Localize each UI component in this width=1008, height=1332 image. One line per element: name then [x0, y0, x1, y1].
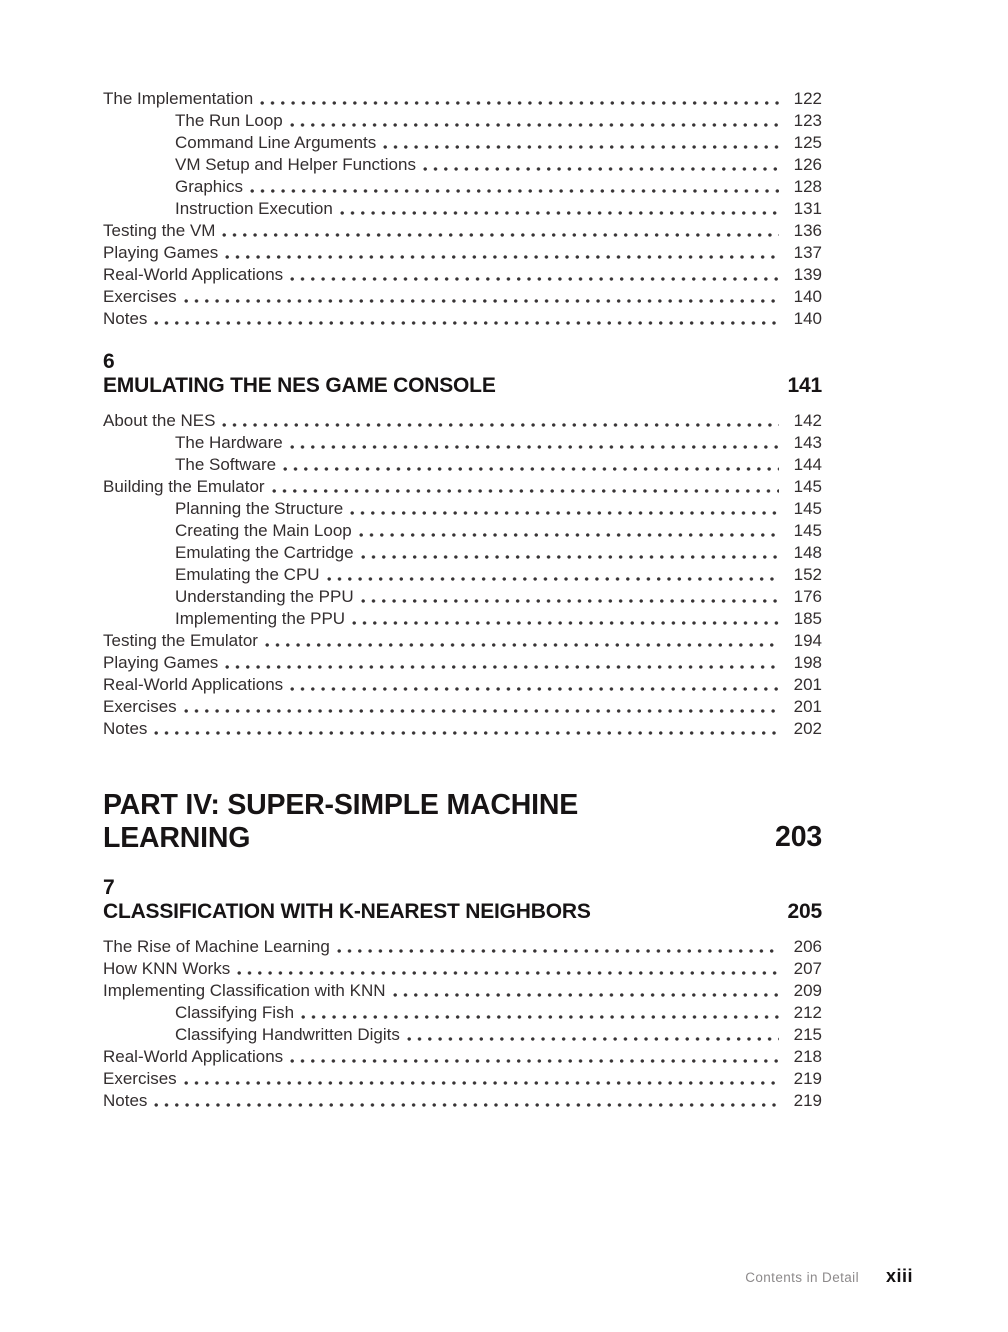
entry-page: 206: [793, 937, 822, 956]
entry-label: Graphics: [175, 177, 244, 196]
dot-leader: [237, 971, 779, 975]
dot-leader: [383, 145, 779, 149]
dot-leader: [154, 1103, 779, 1107]
toc-entry-row: [103, 717, 822, 739]
entry-label: The Implementation: [103, 89, 254, 108]
entry-page: 144: [793, 455, 822, 474]
entry-label: Creating the Main Loop: [175, 521, 352, 540]
toc-entry-row: [103, 475, 822, 497]
entry-page: 201: [793, 697, 822, 716]
toc-entry-row: [103, 307, 822, 329]
chapter6-title-row: [103, 373, 822, 399]
toc-entry-row: [103, 957, 822, 979]
toc-entry-row: [103, 219, 822, 241]
chapter7-page: 205: [787, 900, 822, 923]
entry-page: 126: [793, 155, 822, 174]
entry-page: 185: [793, 609, 822, 628]
toc-entry-row: [103, 1089, 822, 1111]
toc-entry-row: [103, 175, 822, 197]
entry-label: Emulating the CPU: [175, 565, 320, 584]
toc-entry-row: [103, 153, 822, 175]
entry-page: 122: [793, 89, 822, 108]
entry-page: 201: [793, 675, 822, 694]
entry-label: Testing the VM: [103, 221, 216, 240]
entry-page: 219: [793, 1091, 822, 1110]
dot-leader: [290, 123, 779, 127]
chapter6-page: 141: [787, 374, 822, 397]
entry-label: Notes: [103, 309, 148, 328]
chapter7-heading: [103, 877, 822, 925]
chapter7-number: 7: [103, 876, 115, 899]
toc-entry-row: [103, 109, 822, 131]
entry-page: 215: [793, 1025, 822, 1044]
toc-entry-row: [103, 519, 822, 541]
entry-label: Notes: [103, 719, 148, 738]
entry-label: Testing the Emulator: [103, 631, 258, 650]
entry-page: 131: [793, 199, 822, 218]
dot-leader: [225, 665, 779, 669]
entry-label: About the NES: [103, 411, 216, 430]
entry-page: 140: [793, 309, 822, 328]
toc-entry-row: [103, 453, 822, 475]
dot-leader: [222, 423, 779, 427]
entry-page: 207: [793, 959, 822, 978]
chapter5-entries: [103, 87, 822, 329]
toc-entry-row: [103, 1067, 822, 1089]
toc-entry-row: [103, 1023, 822, 1045]
dot-leader: [359, 533, 779, 537]
toc-entry-row: [103, 607, 822, 629]
entry-label: Emulating the Cartridge: [175, 543, 354, 562]
entry-label: Playing Games: [103, 243, 219, 262]
dot-leader: [184, 299, 779, 303]
dot-leader: [184, 709, 779, 713]
entry-label: Playing Games: [103, 653, 219, 672]
toc-entry-row: [103, 87, 822, 109]
chapter7-title-row: [103, 899, 822, 925]
entry-label: VM Setup and Helper Functions: [175, 155, 416, 174]
dot-leader: [222, 233, 779, 237]
entry-label: Classifying Handwritten Digits: [175, 1025, 400, 1044]
toc-entry-row: [103, 285, 822, 307]
entry-label: Understanding the PPU: [175, 587, 354, 606]
toc-entry-row: [103, 241, 822, 263]
entry-label: How KNN Works: [103, 959, 231, 978]
entry-page: 148: [793, 543, 822, 562]
toc-entry-row: [103, 629, 822, 651]
entry-label: Real-World Applications: [103, 265, 284, 284]
entry-page: 176: [793, 587, 822, 606]
chapter7-entries: [103, 935, 822, 1111]
entry-page: 143: [793, 433, 822, 452]
dot-leader: [283, 467, 779, 471]
entry-page: 139: [793, 265, 822, 284]
dot-leader: [301, 1015, 779, 1019]
toc-entry-row: [103, 197, 822, 219]
dot-leader: [250, 189, 779, 193]
toc-entry-row: [103, 695, 822, 717]
dot-leader: [290, 277, 779, 281]
entry-page: 212: [793, 1003, 822, 1022]
entry-label: Planning the Structure: [175, 499, 344, 518]
entry-label: Building the Emulator: [103, 477, 265, 496]
entry-page: 140: [793, 287, 822, 306]
entry-page: 218: [793, 1047, 822, 1066]
dot-leader: [340, 211, 779, 215]
entry-label: Notes: [103, 1091, 148, 1110]
entry-page: 145: [793, 477, 822, 496]
toc-entry-row: [103, 979, 822, 1001]
entry-page: 137: [793, 243, 822, 262]
dot-leader: [407, 1037, 779, 1041]
dot-leader: [290, 1059, 779, 1063]
entry-page: 128: [793, 177, 822, 196]
entry-page: 152: [793, 565, 822, 584]
entry-page: 136: [793, 221, 822, 240]
entry-label: Command Line Arguments: [175, 133, 377, 152]
chapter6-entries: [103, 409, 822, 739]
dot-leader: [423, 167, 779, 171]
entry-label: Instruction Execution: [175, 199, 333, 218]
dot-leader: [352, 621, 779, 625]
dot-leader: [290, 445, 779, 449]
chapter6-number: 6: [103, 350, 115, 373]
footer-running-title: Contents in Detail: [745, 1270, 859, 1285]
entry-page: 142: [793, 411, 822, 430]
dot-leader: [327, 577, 779, 581]
entry-page: 202: [793, 719, 822, 738]
entry-page: 123: [793, 111, 822, 130]
chapter7-title: CLASSIFICATION WITH K-NEAREST NEIGHBORS: [103, 900, 591, 923]
toc-entry-row: [103, 673, 822, 695]
dot-leader: [260, 101, 779, 105]
dot-leader: [337, 949, 779, 953]
entry-label: The Rise of Machine Learning: [103, 937, 330, 956]
toc-entry-row: [103, 541, 822, 563]
toc-entry-row: [103, 651, 822, 673]
dot-leader: [184, 1081, 779, 1085]
entry-page: 145: [793, 521, 822, 540]
entry-label: Exercises: [103, 697, 177, 716]
dot-leader: [154, 731, 779, 735]
chapter6-heading: [103, 351, 822, 399]
toc-entry-row: [103, 585, 822, 607]
entry-label: Real-World Applications: [103, 675, 284, 694]
part4-page: 203: [775, 821, 822, 853]
toc-entry-row: [103, 431, 822, 453]
entry-label: Exercises: [103, 1069, 177, 1088]
dot-leader: [225, 255, 779, 259]
entry-page: 194: [793, 631, 822, 650]
dot-leader: [361, 555, 779, 559]
entry-page: 198: [793, 653, 822, 672]
entry-label: The Run Loop: [175, 111, 283, 130]
footer-folio: xiii: [885, 1266, 913, 1286]
part4-title: PART IV: SUPER-SIMPLE MACHINE LEARNING: [103, 789, 579, 854]
entry-label: Implementing Classification with KNN: [103, 981, 386, 1000]
toc-entry-row: [103, 563, 822, 585]
entry-page: 145: [793, 499, 822, 518]
toc-content: [103, 87, 822, 1111]
dot-leader: [393, 993, 780, 997]
dot-leader: [290, 687, 779, 691]
entry-label: Implementing the PPU: [175, 609, 346, 628]
toc-entry-row: [103, 131, 822, 153]
dot-leader: [154, 321, 779, 325]
toc-entry-row: [103, 935, 822, 957]
chapter6-title: EMULATING THE NES GAME CONSOLE: [103, 374, 496, 397]
dot-leader: [265, 643, 779, 647]
dot-leader: [272, 489, 779, 493]
toc-entry-row: [103, 1001, 822, 1023]
entry-page: 209: [793, 981, 822, 1000]
toc-entry-row: [103, 409, 822, 431]
entry-page: 219: [793, 1069, 822, 1088]
entry-label: The Software: [175, 455, 277, 474]
toc-entry-row: [103, 1045, 822, 1067]
part4-heading: [103, 789, 822, 855]
toc-entry-row: [103, 497, 822, 519]
page-footer: [745, 1266, 913, 1287]
toc-entry-row: [103, 263, 822, 285]
entry-label: The Hardware: [175, 433, 283, 452]
dot-leader: [350, 511, 779, 515]
entry-label: Classifying Fish: [175, 1003, 295, 1022]
dot-leader: [361, 599, 779, 603]
entry-label: Real-World Applications: [103, 1047, 284, 1066]
entry-label: Exercises: [103, 287, 177, 306]
entry-page: 125: [793, 133, 822, 152]
